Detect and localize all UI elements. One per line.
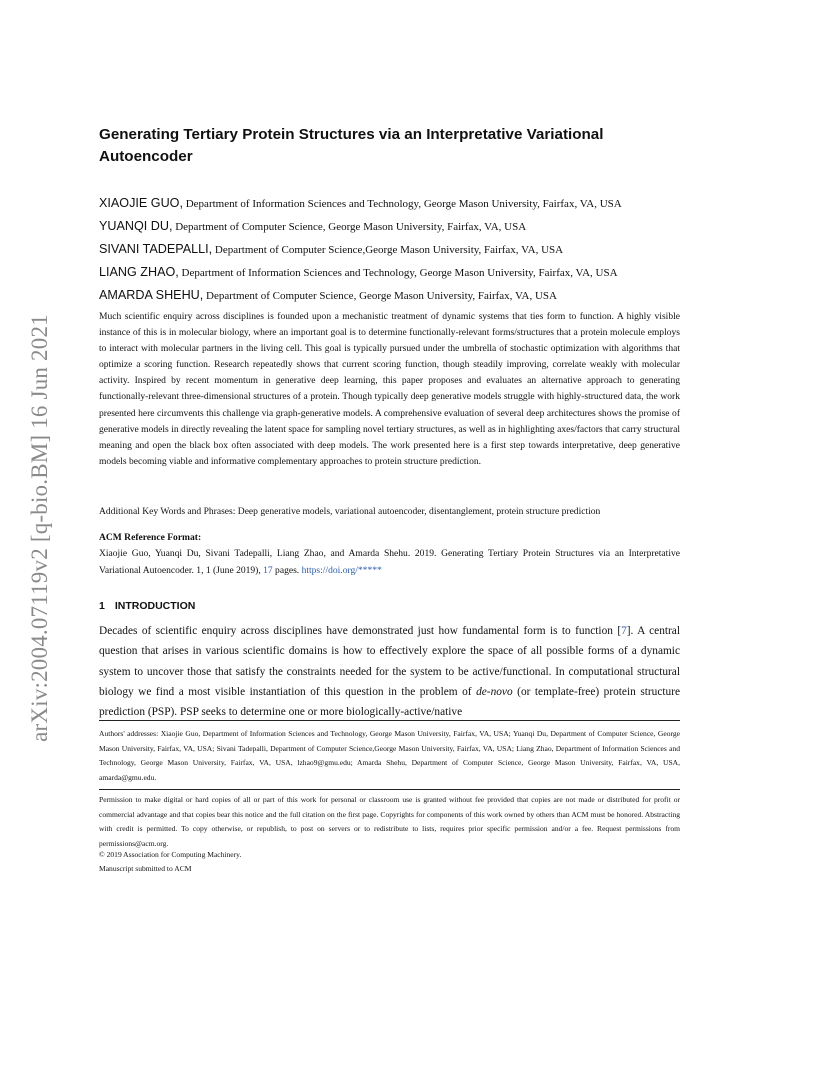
author-name: AMARDA SHEHU, — [99, 288, 204, 302]
author-entry — [99, 192, 699, 215]
introduction-paragraph — [99, 621, 680, 722]
paper-title: Generating Tertiary Protein Structures via an Interpretative Variational Autoencoder — [99, 126, 604, 165]
citation-link[interactable]: 7 — [621, 625, 627, 637]
author-name: SIVANI TADEPALLI, — [99, 242, 213, 256]
author-name: XIAOJIE GUO, — [99, 196, 183, 210]
author-affiliation: Department of Information Sciences and Technology, George Mason University, Fairfax, VA, USA — [178, 267, 618, 279]
pages-link[interactable]: 17 — [263, 564, 273, 576]
copyright-notice: © 2019 Association for Computing Machinery. — [99, 850, 242, 859]
abstract: Much scientific enquiry across disciplines is founded upon a mechanistic treatment of dynamic systems that ties form to function. A highly visible instance of this is in molecular biology, where an important goal is to determine functionally-relevant forms/structures that a protein molecule employs to interact with molecular partners in the living cell. This goal is typically pursued under the umbrella of stochastic optimization with algorithms that optimize a scoring function. Research repeatedly shows that current scoring function, though steadily improving, correlate weakly with molecular activity. Inspired by recent momentum in generative deep learning, this paper proposes and evaluates an alternative approach to generating functionally-relevant three-dimensional structures of a protein. Though typically deep generative models struggle with highly-structured data, the work presented here circumvents this challenge via graph-generative models. A comprehensive evaluation of several deep architectures shows the promise of generative models in directly revealing the latent space for sampling novel tertiary structures, as well as in highlighting axes/factors that carry structural meaning and open the black box often associated with deep models. The work presented here is a first step towards interpretative, deep generative models becoming viable and informative complementary approaches to protein structure prediction. — [99, 311, 680, 467]
acm-reference-citation: Xiaojie Guo, Yuanqi Du, Sivani Tadepalli, Liang Zhao, and Amarda Shehu. 2019. Generating Tertiary Protein Structures via an Interpretative Variational Autoencoder. 1, 1 (June 2019), — [99, 548, 680, 576]
section-heading-introduction — [99, 600, 195, 612]
keywords: Additional Key Words and Phrases: Deep generative models, variational autoencoder, disentanglement, protein structure prediction — [99, 506, 601, 517]
acm-reference-heading: ACM Reference Format: — [99, 532, 202, 543]
authors-addresses-footnote: Authors' addresses: Xiaojie Guo, Department of Information Sciences and Technology, George Mason University, Fairfax, VA, USA; Yuanqi Du, Department of Computer Science, George Mason University, Fairfax, VA, USA; Sivani Tadepalli, Department of Computer Science,George Mason University, Fairfax, VA, USA; Liang Zhao, Department of Information Sciences and Technology, George Mason University, Fairfax, VA, USA, lzhao9@gmu.edu; Amarda Shehu, Department of Computer Science, George Mason University, Fairfax, VA, USA, amarda@gmu.edu. — [99, 729, 680, 782]
permissions-notice: Permission to make digital or hard copies of all or part of this work for personal or classroom use is granted without fee provided that copies are not made or distributed for profit or commercial advantage and that copies bear this notice and the full citation on the first page. Copyrights for components of this work owned by others than ACM must be honored. Abstracting with credit is permitted. To copy otherwise, or republish, to post on servers or to redistribute to lists, requires prior specific permission and/or a fee. Request permissions from permissions@acm.org. — [99, 795, 680, 848]
intro-text: ]. A central question that arises in various scientific domains is how to effectively explore the space of all possible forms of a dynamic system to uncover those that satisfy the constraints needed for the system to be active/functional. In computational structural biology we find a most visible instantiation of this question in the problem of — [99, 625, 680, 698]
arxiv-side-stamp — [18, 268, 62, 788]
section-title: INTRODUCTION — [114, 600, 196, 612]
acm-reference-text — [99, 546, 680, 579]
doi-link[interactable]: https://doi.org/***** — [301, 564, 382, 576]
author-list — [99, 192, 699, 307]
author-affiliation: Department of Computer Science, George Mason University, Fairfax, VA, USA — [172, 221, 527, 233]
author-entry — [99, 215, 699, 238]
intro-text: (or template-free) protein structure prediction (PSP). PSP seeks to determine one or more biologically-active/native — [99, 685, 681, 719]
author-name: YUANQI DU, — [99, 219, 173, 233]
section-number: 1 — [99, 600, 105, 612]
author-entry — [99, 238, 699, 261]
author-affiliation: Department of Computer Science, George Mason University, Fairfax, VA, USA — [203, 290, 557, 302]
intro-text: Decades of scientific enquiry across disciplines have demonstrated just how fundamental form is to function [ — [99, 625, 622, 637]
manuscript-notice: Manuscript submitted to ACM — [99, 864, 192, 873]
author-name: LIANG ZHAO, — [99, 265, 179, 279]
footnote-divider — [99, 720, 680, 721]
author-affiliation: Department of Computer Science,George Mason University, Fairfax, VA, USA — [212, 244, 564, 256]
acm-reference-pages-suffix: pages. — [272, 564, 302, 576]
arxiv-identifier: arXiv:2004.07119v2 [q-bio.BM] 16 Jun 2021 — [27, 314, 52, 742]
author-entry — [99, 284, 699, 307]
intro-emphasis: de-novo — [476, 685, 513, 698]
author-entry — [99, 261, 699, 284]
author-affiliation: Department of Information Sciences and Technology, George Mason University, Fairfax, VA, USA — [182, 198, 622, 210]
permissions-divider — [99, 789, 680, 790]
